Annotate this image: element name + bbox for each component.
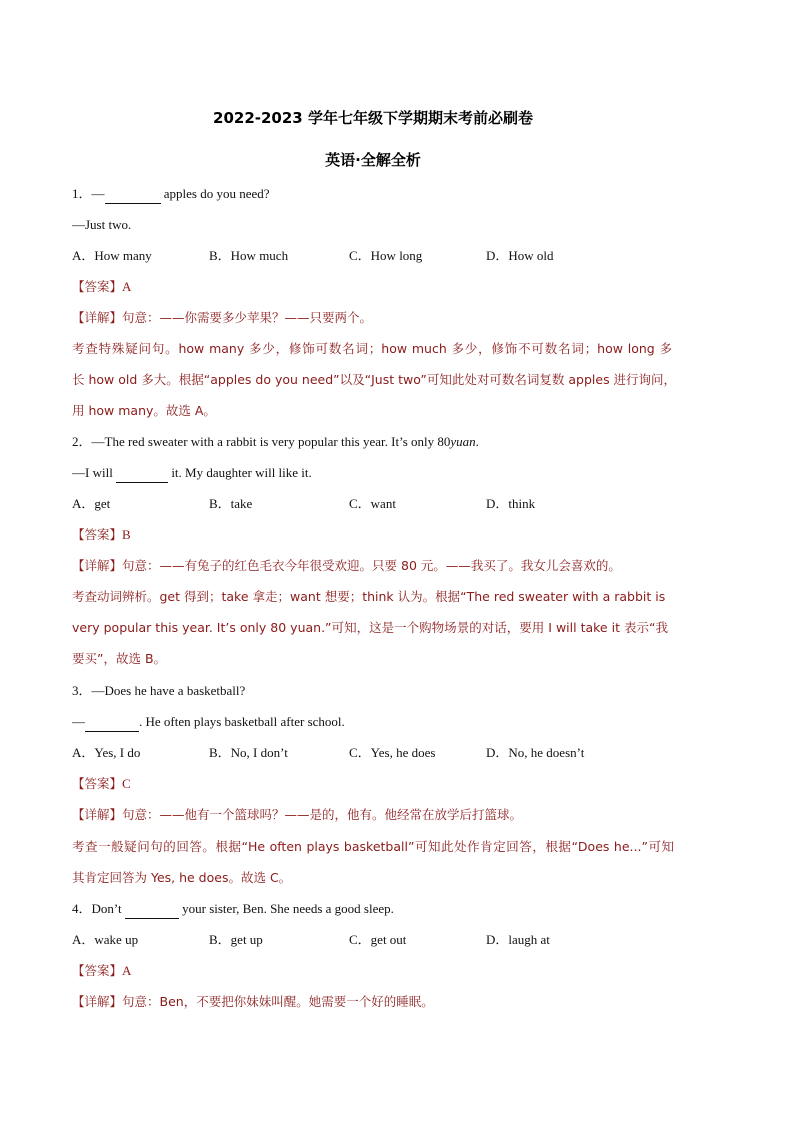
question-1-reply: —Just two. xyxy=(72,217,132,232)
question-2-explain-line-3: 要买”，故选 B。 xyxy=(72,651,167,666)
option-d: D．No, he doesn’t xyxy=(486,745,585,760)
page-title: 2022-2023 学年七年级下学期期末考前必刷卷 xyxy=(213,109,533,127)
question-2-explain-line-2: very popular this year. It’s only 80 yuan.”可知，这是一个购物场景的对话，要用 I will take it 表示“我 xyxy=(72,620,668,635)
question-1-translation: 【详解】句意：——你需要多少苹果？——只要两个。 xyxy=(72,310,373,325)
question-1-answer: 【答案】A xyxy=(72,279,132,294)
question-3-answer: 【答案】C xyxy=(72,776,131,791)
answer-blank xyxy=(85,713,139,732)
option-d: D．think xyxy=(486,496,536,511)
answer-blank xyxy=(105,185,161,204)
option-c: C．How long xyxy=(349,248,423,263)
question-1-explain-line-1: 考查特殊疑问句。how many 多少，修饰可数名词；how much 多少，修饰不可数名词；how long 多 xyxy=(72,341,672,356)
option-d: D．How old xyxy=(486,248,554,263)
question-3-reply: — . He often plays basketball after school. xyxy=(72,713,732,732)
option-b: B．How much xyxy=(209,248,289,263)
question-1-explain-line-3: 用 how many。故选 A。 xyxy=(72,403,216,418)
option-b: B．get up xyxy=(209,932,263,947)
question-4-translation: 【详解】句意：Ben，不要把你妹妹叫醒。她需要一个好的睡眠。 xyxy=(72,994,434,1009)
question-2-translation: 【详解】句意：——有兔子的红色毛衣今年很受欢迎。只要 80 元。——我买了。我女儿会喜欢的。 xyxy=(72,558,621,573)
option-a: A．wake up xyxy=(72,932,139,947)
page-subtitle: 英语·全解全析 xyxy=(325,151,421,169)
question-2-reply: —I will it. My daughter will like it. xyxy=(72,464,732,483)
question-1-explain-line-2: 长 how old 多大。根据“apples do you need”以及“Just two”可知此处对可数名词复数 apples 进行询问， xyxy=(72,372,677,387)
option-d: D．laugh at xyxy=(486,932,550,947)
option-a: A．get xyxy=(72,496,111,511)
question-4-stem: 4．Don’t your sister, Ben. She needs a good sleep. xyxy=(72,900,732,919)
question-3-explain-line-2: 其肯定回答为 Yes, he does。故选 C。 xyxy=(72,870,292,885)
question-4-answer: 【答案】A xyxy=(72,963,132,978)
question-2-stem: 2．—The red sweater with a rabbit is very popular this year. It’s only 80yuan. xyxy=(72,434,479,449)
question-3-translation: 【详解】句意：——他有一个篮球吗？——是的，他有。他经常在放学后打篮球。 xyxy=(72,807,523,822)
question-1-stem: 1．— apples do you need? xyxy=(72,185,732,204)
answer-blank xyxy=(125,900,179,919)
option-c: C．want xyxy=(349,496,396,511)
question-2-explain-line-1: 考查动词辨析。get 得到；take 拿走；want 想要；think 认为。根据“The red sweater with a rabbit is xyxy=(72,589,666,604)
option-a: A．Yes, I do xyxy=(72,745,141,760)
option-b: B．No, I don’t xyxy=(209,745,288,760)
option-a: A．How many xyxy=(72,248,152,263)
answer-blank xyxy=(116,464,168,483)
question-3-explain-line-1: 考查一般疑问句的回答。根据“He often plays basketball”可知此处作肯定回答，根据“Does he...”可知 xyxy=(72,839,674,854)
question-2-answer: 【答案】B xyxy=(72,527,131,542)
option-c: C．get out xyxy=(349,932,407,947)
option-b: B．take xyxy=(209,496,253,511)
option-c: C．Yes, he does xyxy=(349,745,436,760)
question-3-stem: 3．—Does he have a basketball? xyxy=(72,683,246,698)
